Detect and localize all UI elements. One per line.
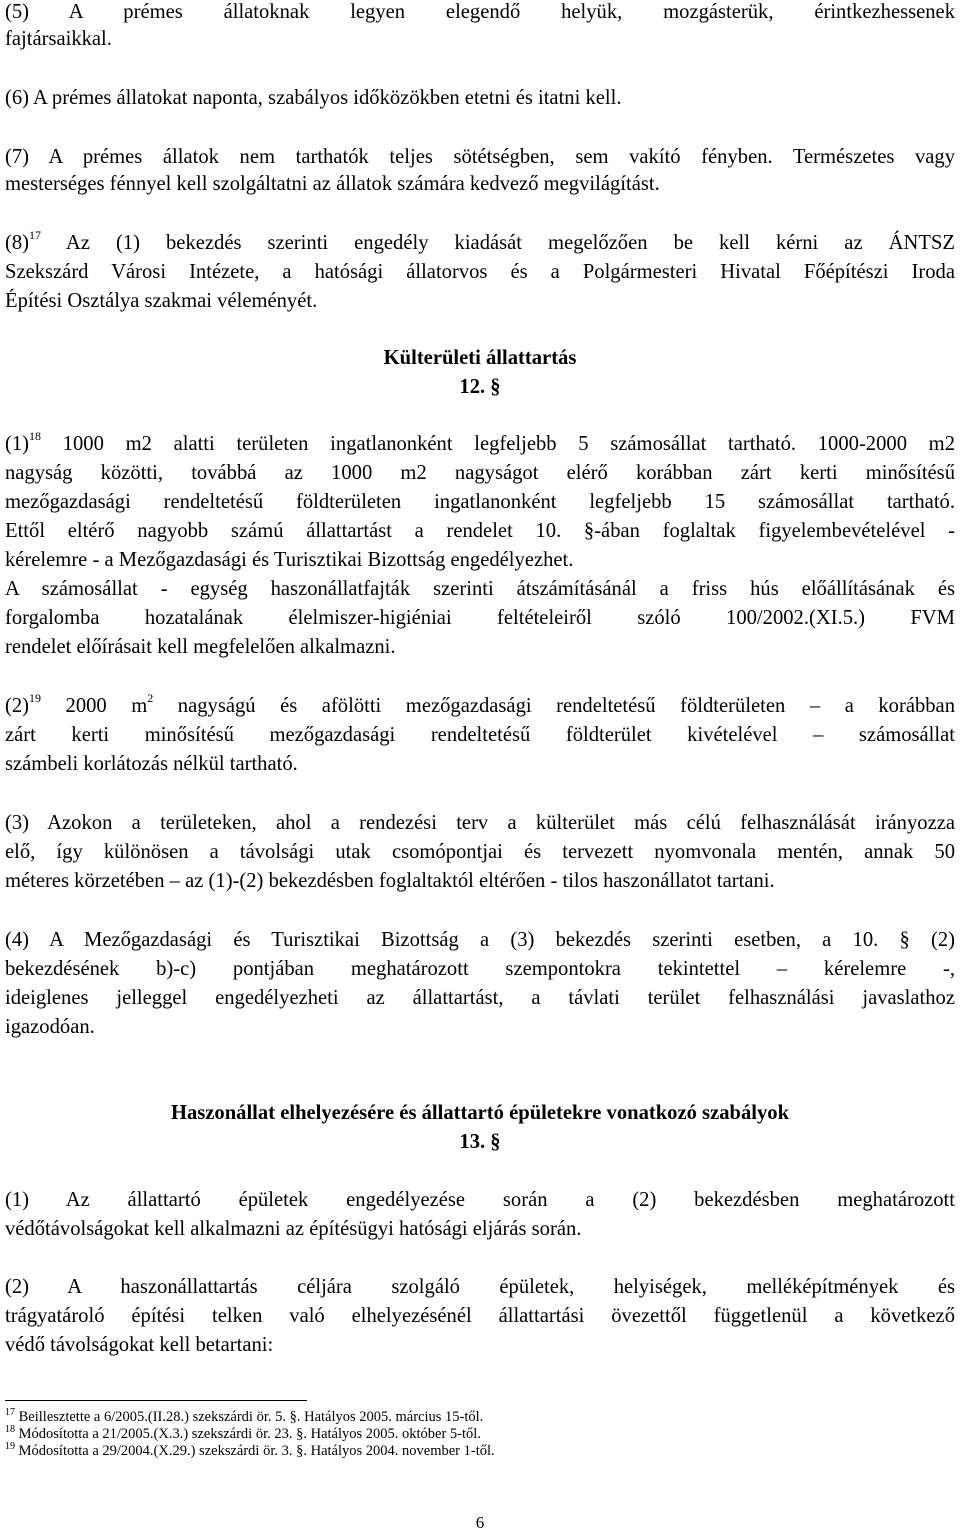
paragraph-8-line-3: Építési Osztálya szakmai véleményét. — [5, 290, 318, 312]
paragraph-7-line-2: mesterséges fénnyel kell szolgáltatni az állatok számára kedvező megvilágítást. — [5, 173, 660, 195]
paragraph-8-line-1 — [5, 229, 955, 258]
paragraph-6: (6) A prémes állatokat naponta, szabályos időközökben etetni és itatni kell. — [5, 87, 622, 109]
s12-para-1-line-7: forgalomba hozatalának élelmiszer-higiéniai feltételeiről szóló 100/2002.(XI.5.) FVM — [5, 607, 955, 629]
section-12-number: 12. § — [459, 376, 501, 398]
s12-para-1-line-5: kérelemre - a Mezőgazdasági és Turisztikai Bizottság engedélyezhet. — [5, 549, 574, 571]
footnote-number: 17 — [5, 1407, 15, 1419]
s12-para-2-text: nagyságú és afölötti mezőgazdasági rendeltetésű földterületen – a korábban — [153, 695, 955, 717]
footnote-18 — [5, 1426, 481, 1443]
s12-para-1-text: 1000 m2 alatti területen ingatlanonként legfeljebb 5 számosállat tartható. 1000-2000 m2 — [41, 433, 955, 455]
s12-para-4-line-3: ideiglenes jelleggel engedélyezheti az állattartást, a távlati terület felhasználási javaslathoz — [5, 987, 955, 1009]
footnote-19 — [5, 1443, 495, 1460]
paragraph-8-line-2: Szekszárd Városi Intézete, a hatósági állatorvos és a Polgármesteri Hivatal Főépítészi Iroda — [5, 261, 955, 283]
footnote-17 — [5, 1409, 483, 1426]
square-exponent: 2 — [147, 691, 154, 706]
s12-para-4-line-2: bekezdésének b)-c) pontjában meghatározott szempontokra tekintettel – kérelemre -, — [5, 958, 955, 980]
s12-para-2-line-1 — [5, 692, 955, 721]
paragraph-5-line-2: fajtársaikkal. — [5, 28, 112, 50]
section-13-title: Haszonállat elhelyezésére és állattartó épületekre vonatkozó szabályok — [170, 1102, 790, 1124]
s13-para-1-line-2: védőtávolságokat kell alkalmazni az építésügyi hatósági eljárás során. — [5, 1218, 582, 1240]
s12-para-1-number: (1) — [5, 433, 30, 455]
s13-para-2-line-1: (2) A haszonállattartás céljára szolgáló épületek, helyiségek, melléképítmények és — [5, 1276, 955, 1298]
s12-para-1-line-4: Ettől eltérő nagyobb számú állattartást a rendelet 10. §-ában foglaltak figyelembevételével - — [5, 520, 955, 542]
paragraph-8-text: Az (1) bekezdés szerinti engedély kiadását megelőzően be kell kérni az ÁNTSZ — [41, 232, 955, 254]
footnote-number: 18 — [5, 1424, 15, 1436]
footnote-ref-19: 19 — [29, 691, 42, 706]
paragraph-5-line-1: (5) A prémes állatoknak legyen elegendő helyük, mozgásterük, érintkezhessenek — [5, 1, 955, 23]
s12-para-4-line-1: (4) A Mezőgazdasági és Turisztikai Bizottság a (3) bekezdés szerinti esetben, a 10. § (2) — [5, 929, 955, 951]
s12-para-1-line-2: nagyság közötti, továbbá az 1000 m2 nagyságot elérő korábban zárt kerti minősítésű — [5, 462, 955, 484]
page-number: 6 — [475, 1513, 485, 1532]
footnote-ref-17: 17 — [29, 228, 42, 243]
section-12-title: Külterületi állattartás — [383, 347, 577, 369]
footnote-separator — [5, 1400, 307, 1401]
s12-para-4-line-4: igazodóan. — [5, 1016, 95, 1038]
s12-para-3-line-3: méteres körzetében – az (1)-(2) bekezdésben foglaltaktól eltérően - tilos haszonállatot tartani. — [5, 870, 775, 892]
s12-para-1-line-6: A számosállat - egység haszonállatfajták szerinti átszámításánál a friss hús előállításának és — [5, 578, 955, 600]
s12-para-1-line-1 — [5, 430, 955, 459]
s12-para-2-line-2: zárt kerti minősítésű mezőgazdasági rendeltetésű földterület kivételével – számosállat — [5, 724, 955, 746]
s12-para-1-line-8: rendelet előírásait kell megfelelően alkalmazni. — [5, 636, 396, 658]
footnote-text: Módosította a 29/2004.(X.29.) szekszárdi ör. 3. §. Hatályos 2004. november 1-től. — [15, 1443, 495, 1459]
paragraph-7-line-1: (7) A prémes állatok nem tarthatók teljes sötétségben, sem vakító fényben. Természetes vagy — [5, 146, 955, 168]
paragraph-8-number: (8) — [5, 232, 30, 254]
s12-para-2-number: (2) — [5, 695, 30, 717]
s13-para-2-line-3: védő távolságokat kell betartani: — [5, 1334, 274, 1356]
s12-para-1-line-3: mezőgazdasági rendeltetésű földterületen ingatlanonként legfeljebb 15 számosállat tartható. — [5, 491, 955, 513]
s12-para-2-line-3: számbeli korlátozás nélkül tartható. — [5, 753, 298, 775]
footnote-text: Beillesztette a 6/2005.(II.28.) szekszárdi ör. 5. §. Hatályos 2005. március 15-től. — [15, 1409, 484, 1425]
s12-para-3-line-1: (3) Azokon a területeken, ahol a rendezési terv a külterület más célú felhasználását irányozza — [5, 812, 955, 834]
section-13-number: 13. § — [459, 1131, 501, 1153]
footnote-ref-18: 18 — [29, 429, 42, 444]
footnote-text: Módosította a 21/2005.(X.3.) szekszárdi ör. 23. §. Hatályos 2005. október 5-től. — [15, 1426, 481, 1442]
s13-para-1-line-1: (1) Az állattartó épületek engedélyezése során a (2) bekezdésben meghatározott — [5, 1189, 955, 1211]
s12-para-3-line-2: elő, így különösen a távolsági utak csomópontjai és tervezett nyomvonala mentén, annak 50 — [5, 841, 955, 863]
footnote-number: 19 — [5, 1441, 15, 1453]
s12-para-2-area: 2000 m — [41, 695, 148, 717]
s13-para-2-line-2: trágyatároló építési telken való elhelyezésénél állattartási övezettől függetlenül a következő — [5, 1305, 955, 1327]
